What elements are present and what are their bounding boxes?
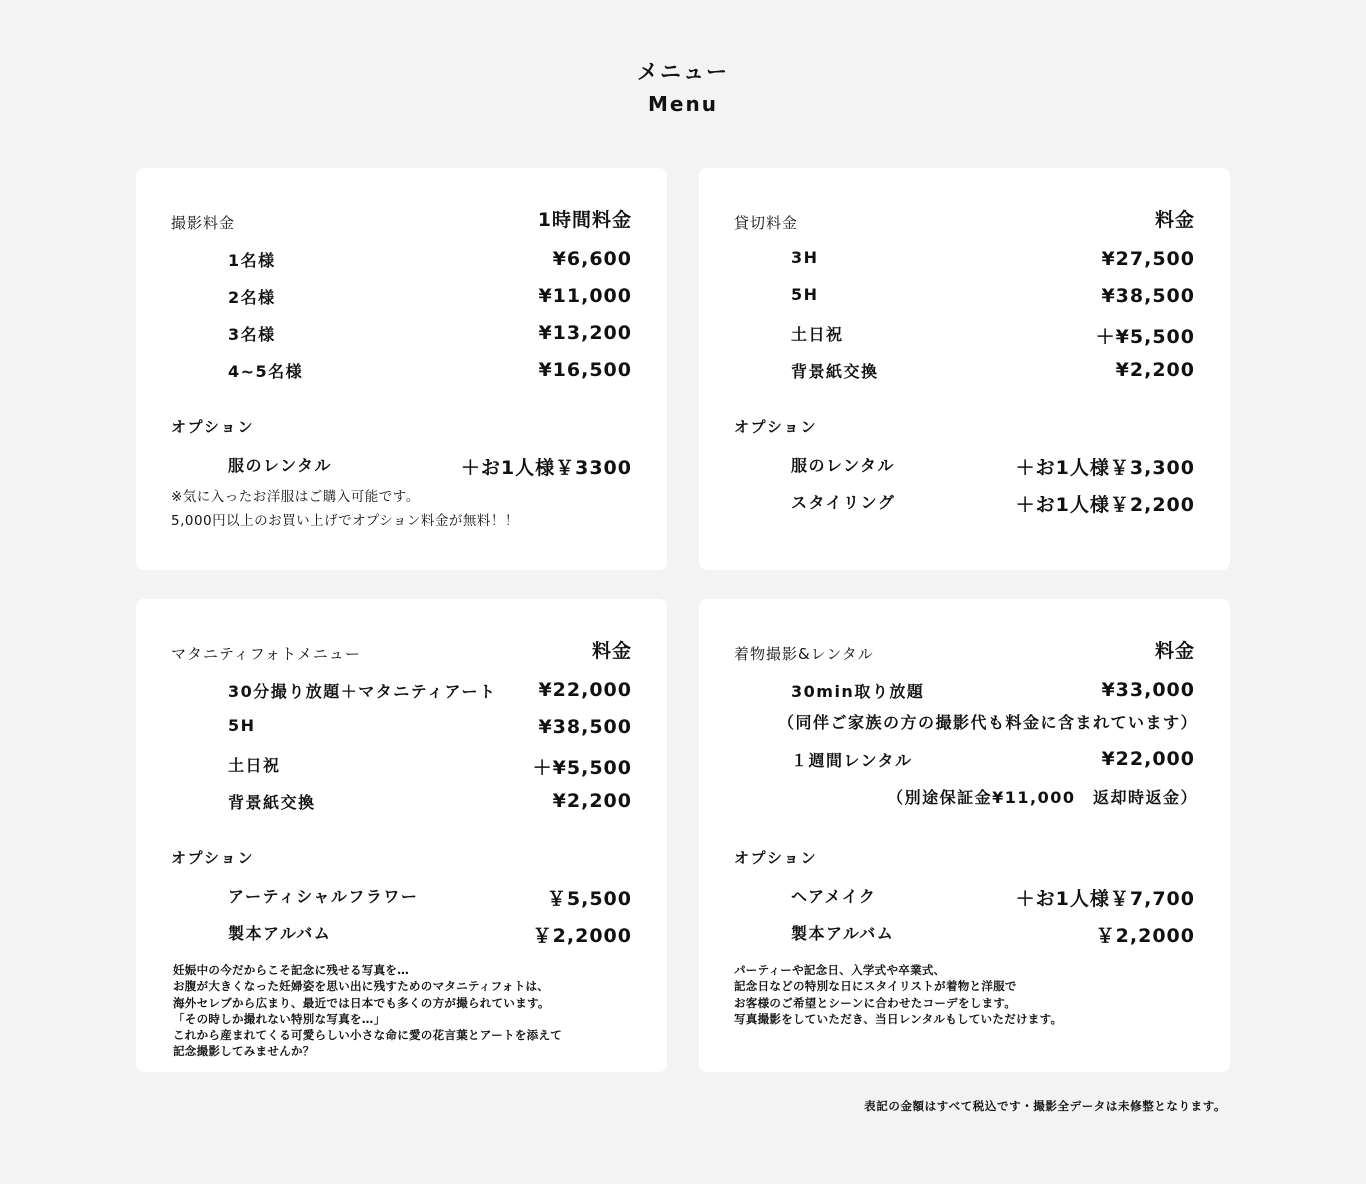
menu-item-price: ¥2,200 [1115,359,1195,381]
menu-item-name: 5H [791,285,819,304]
card-description [734,962,1062,1027]
description-line: 記念日などの特別な日にスタイリストが着物と洋服で [734,979,1017,994]
option-item-name: スタイリング [791,493,896,512]
menu-item-price: ¥16,500 [538,359,632,381]
description-line: これから産まれてくる可愛らしい小さな命に愛の花言葉とアートを添えて [173,1028,563,1043]
option-item-price: ￥2,2000 [1095,925,1195,947]
option-item-price: ＋お1人様￥7,700 [1015,888,1195,910]
option-item-name: アーティシャルフラワー [228,887,419,906]
card-header-label: マタニティフォトメニュー [171,645,361,663]
page-subtitle: Menu [648,92,718,116]
option-item-price: ＋お1人様￥3,300 [1015,457,1195,479]
description-line: 写真撮影をしていただき、当日レンタルもしていただけます。 [734,1011,1063,1026]
menu-item-price: ¥33,000 [1101,679,1195,701]
option-label: オプション [171,849,255,867]
menu-item-name: 土日祝 [791,325,844,344]
photo-fee-card [136,168,667,570]
option-item-price: ￥2,2000 [532,925,632,947]
option-item-price: ＋お1人様￥2,200 [1015,494,1195,516]
option-item-price: ￥5,500 [546,888,632,910]
menu-item-name: 背景紙交換 [228,793,316,812]
menu-item-name: 4~5名様 [228,362,304,381]
menu-item-name: １週間レンタル [791,751,913,770]
menu-item-price: ＋¥5,500 [532,757,632,779]
option-item-price: ＋お1人様￥3300 [460,457,632,479]
card-header-price-label: 料金 [1154,209,1195,231]
option-item-name: 製本アルバム [791,924,895,943]
menu-item-name: 2名様 [228,288,276,307]
menu-item-price: ¥13,200 [538,322,632,344]
description-line: 妊娠中の今だからこそ記念に残せる写真を… [173,963,409,977]
description-line: 海外セレブから広まり、最近では日本でも多くの方が撮られています。 [173,995,550,1010]
card-header-label: 撮影料金 [171,214,236,232]
charter-fee-card [699,168,1230,570]
menu-item-subnote: （同伴ご家族の方の撮影代も料金に含まれています） [777,713,1198,732]
card-header-label: 貸切料金 [734,214,799,232]
menu-item-name: 30min取り放題 [791,682,925,701]
card-header-price-label: 料金 [1154,640,1195,662]
menu-item-name: 土日祝 [228,756,281,775]
maternity-photo-card [136,599,667,1072]
description-line: お腹が大きくなった妊婦姿を思い出に残すためのマタニティフォトは、 [173,979,550,994]
menu-item-price: ¥38,500 [1101,285,1195,307]
description-line: 記念撮影してみませんか？ [173,1044,315,1059]
card-header-label: 着物撮影&レンタル [734,645,874,663]
menu-item-price: ¥6,600 [552,248,632,270]
option-item-name: ヘアメイク [791,887,877,906]
card-header-price-label: 1時間料金 [537,209,632,231]
menu-item-name: 3名様 [228,325,276,344]
menu-item-price: ¥11,000 [538,285,632,307]
page-title: メニュー [637,60,729,84]
menu-item-price: ¥22,000 [538,679,632,701]
menu-item-subnote: （別途保証金¥11,000 返却時返金） [887,788,1198,807]
option-item-name: 服のレンタル [791,456,895,475]
option-label: オプション [734,849,818,867]
menu-item-name: 1名様 [228,251,276,270]
note-text: 5,000円以上のお買い上げでオプション料金が無料！！ [171,513,519,529]
menu-item-name: 30分撮り放題＋マタニティアート [228,682,497,701]
menu-item-name: 3H [791,248,819,267]
note-text: ※気に入ったお洋服はご購入可能です。 [171,489,420,505]
description-line: お客様のご希望とシーンに合わせたコーデをします。 [734,995,1017,1010]
menu-item-price: ¥38,500 [538,716,632,738]
menu-item-price: ¥22,000 [1101,748,1195,770]
option-label: オプション [734,418,818,436]
card-header-price-label: 料金 [591,640,632,662]
menu-item-name: 5H [228,716,256,735]
menu-item-name: 背景紙交換 [791,362,879,381]
option-item-name: 服のレンタル [228,456,332,475]
option-label: オプション [171,418,255,436]
menu-item-price: ＋¥5,500 [1095,326,1195,348]
description-line: 「その時しか撮れない特別な写真を…」 [173,1011,386,1026]
menu-item-price: ¥27,500 [1101,248,1195,270]
kimono-rental-card [699,599,1230,1072]
footer-note: 表記の金額はすべて税込です・撮影全データは未修整となります。 [864,1099,1226,1113]
card-description [173,962,562,1060]
option-item-name: 製本アルバム [228,924,332,943]
menu-item-price: ¥2,200 [552,790,632,812]
description-line: パーティーや記念日、入学式や卒業式、 [734,963,946,977]
